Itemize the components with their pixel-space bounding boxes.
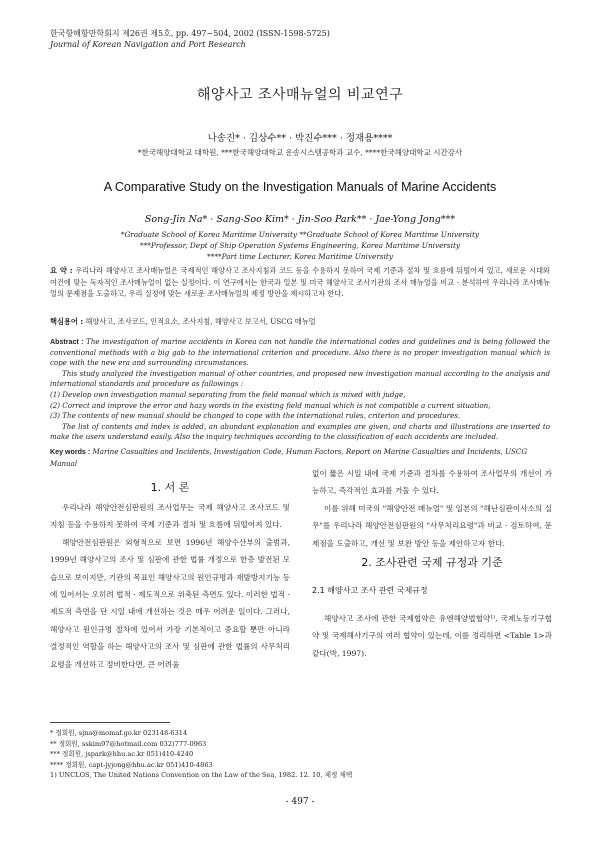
abstract-en	[50, 337, 550, 443]
section-1-paragraph: 우리나라 해양안전심판원의 조사업무는 국제 해양사고 조사코드 및 지침 등을 수용하지 못하여 국제 기준과 절차 및 흐름에 뒤떨어져 있다.	[50, 503, 290, 530]
keywords-ko	[50, 316, 550, 327]
footnote: *** 정회원, jspark@hhu.ac.kr 051)410-4240	[50, 750, 194, 759]
right-col-paragraph: 없이 짧은 시일 내에 국제 기준과 절차를 수용하여 조사업무의 개선이 가능하고, 즉각적인 효과를 거둘 수 있다.	[312, 469, 552, 496]
affiliation-line: *Graduate School of Korea Maritime University **Graduate School of Korea Maritime University	[120, 230, 480, 239]
section-1-paragraph: 해양안전심판원은 외형적으로 보면 1996년 해양수산부의 출범과, 1999년 해양사고의 조사 및 심판에 관한 법률 개정으로 한층 발전된 모습으로 보이지만, 기관의 목표인 해양사고의 원인규명과 재발방지기능 등에 있어서는 오히려 법적 · 제도적으로 위축된 측면도 있다. 이러한 법적 · 제도적 측면을 단 시일 내에 개선하는 것은 매우 어려운 일이다. 그러나, 해양사고 원인규명 절차에 있어서 가장 기본적이고 중요할 뿐만 아니라 결정적인 역할을 하는 해양사고의 조사 및 심판에 관한 법률의 사무처리요령을 개선하고 정비한다면, 큰 어려움	[50, 537, 290, 669]
right-column	[312, 465, 552, 552]
abstract-en-p3: The list of contents and index is added, an abundant explanation and examples are given, and charts and illustrations are inserted to make the users understand easily. Also the inquiry techniques according to the classification of each accidents are included.	[50, 421, 550, 442]
footnote: **** 정회원, capt-jyjong@hhu.ac.kr 051)410-4863	[50, 760, 213, 769]
affiliation-line: ****Part time Lecturer, Korea Maritime University	[207, 252, 393, 261]
authors-en: Song-Jin Na* · Sang-Soo Kim* · Jin-Soo Park** · Jae-Yong Jong***	[144, 214, 456, 225]
footnote: * 정회원, sjna@momaf.go.kr 023148-6314	[50, 729, 188, 737]
abstract-ko-text: 우리나라 해양사고 조사매뉴얼은 국제적인 해양사고 조사지침과 코드 등을 수용하지 못하여 국제 기준과 절차 및 흐름에 뒤떨어져 있고, 새로운 시대와 여건에 맞는 독자적인 조사매뉴얼이 없는 실정이다. 이 연구에서는 한국과 일본 및 미국 해양사고 조사기관의 조사 매뉴얼을 비교 · 분석하여 우리나라 조사매뉴얼의 문제점을 도출하고, 우리 실정에 맞는 새로운 조사매뉴얼의 제정 방안을 제시하고자 한다.	[50, 266, 550, 299]
keywords-ko-text: 해양사고, 조사코드, 인적요소, 조사지침, 해양사고 보고서, USCG 매뉴얼	[85, 317, 316, 326]
abstract-en-label: Abstract :	[50, 338, 84, 346]
abstract-ko-label: 요 약 :	[50, 266, 73, 275]
section-2-heading: 2. 조사관련 국제 규정과 기준	[361, 556, 503, 569]
authors-ko: 나송진* · 김상수** · 박진수*** · 정재용****	[207, 133, 393, 144]
section-2-body	[312, 610, 552, 662]
abstract-en-p1: The investigation of marine accidents in Korea can not handle the international codes and guidelines and is being followed the conventional methods with a big gab to the international criterion and procedure. Also there is no proper investigation manual which is cope with the new era and surrounding circumstances.	[50, 337, 550, 368]
footnote: 1) UNCLOS, The United Nations Convention on the Law of the Sea, 1982. 12. 10. 제정 채택	[50, 771, 353, 780]
abstract-en-item: (3) The contents of new manual should be changed to cope with the international rules, criterion and procedures.	[50, 411, 461, 421]
footnotes	[50, 728, 352, 781]
left-column	[50, 499, 290, 673]
paper-title-en: A Comparative Study on the Investigation Manuals of Marine Accidents	[103, 180, 497, 194]
abstract-en-item: (1) Develop own investigation manual separating from the field manual which is mixed with judge,	[50, 389, 406, 399]
journal-header	[50, 28, 330, 50]
keywords-en-label: Key words :	[50, 448, 91, 456]
footnote-rule	[50, 722, 170, 723]
section-1-heading: 1. 서 론	[150, 481, 190, 494]
section-2-paragraph: 해양사고 조사에 관한 국제협약은 유엔해양법협약¹⁾, 국제노동기구협약 및 국제해사기구의 여러 협약이 있는데, 이를 정리하면 <Table 1>과 같다(박, 1997).	[312, 614, 552, 658]
journal-citation-ko: 한국항해항만학회지 제26권 제5호, pp. 497~504, 2002 (ISSN-1598-5725)	[50, 29, 330, 38]
affiliations-ko: *한국해양대학교 대학원, ***한국해양대학교 운송시스템공학과 교수, ****한국해양대학교 시간강사	[137, 148, 463, 157]
keywords-en-text: Marine Casualties and Incidents, Investigation Code, Human Factors, Report on Marine Casualties and Incidents, USCG Manual	[50, 447, 527, 468]
keywords-ko-label: 핵심용어 :	[50, 317, 84, 326]
page-number: - 497 -	[285, 797, 315, 807]
journal-name-en: Journal of Korean Navigation and Port Research	[50, 40, 246, 49]
abstract-en-item: (2) Correct and improve the error and hazy words in the existing field manual which is not compatible a current situation,	[50, 400, 491, 410]
affiliations-en	[0, 229, 600, 262]
footnote: ** 정회원, sskim97@hotmail.com 032)777-0963	[50, 739, 207, 748]
abstract-ko	[50, 265, 550, 300]
paper-title-ko: 해양사고 조사매뉴얼의 비교연구	[196, 87, 404, 103]
right-col-paragraph: 이를 위해 미국의 "해양안전 매뉴얼" 및 일본의 "해난심판이사소의 실무"를 우리나라 해양안전심판원의 "사무처리요령"과 비교 · 검토하여, 문제점을 도출하고, 개선 및 보완 방안 등을 제안하고자 한다.	[312, 503, 552, 548]
abstract-en-p2: This study analyzed the investigation manual of other countries, and proposed new investigation manual according to the analysis and international standards and procedure as fallowings :	[50, 368, 550, 389]
subsection-2-1-heading: 2.1 해양사고 조사 관련 국제규정	[312, 586, 428, 595]
affiliation-line: ***Professor, Dept of Ship Operation Systems Engineering, Korea Maritime University	[139, 241, 461, 250]
